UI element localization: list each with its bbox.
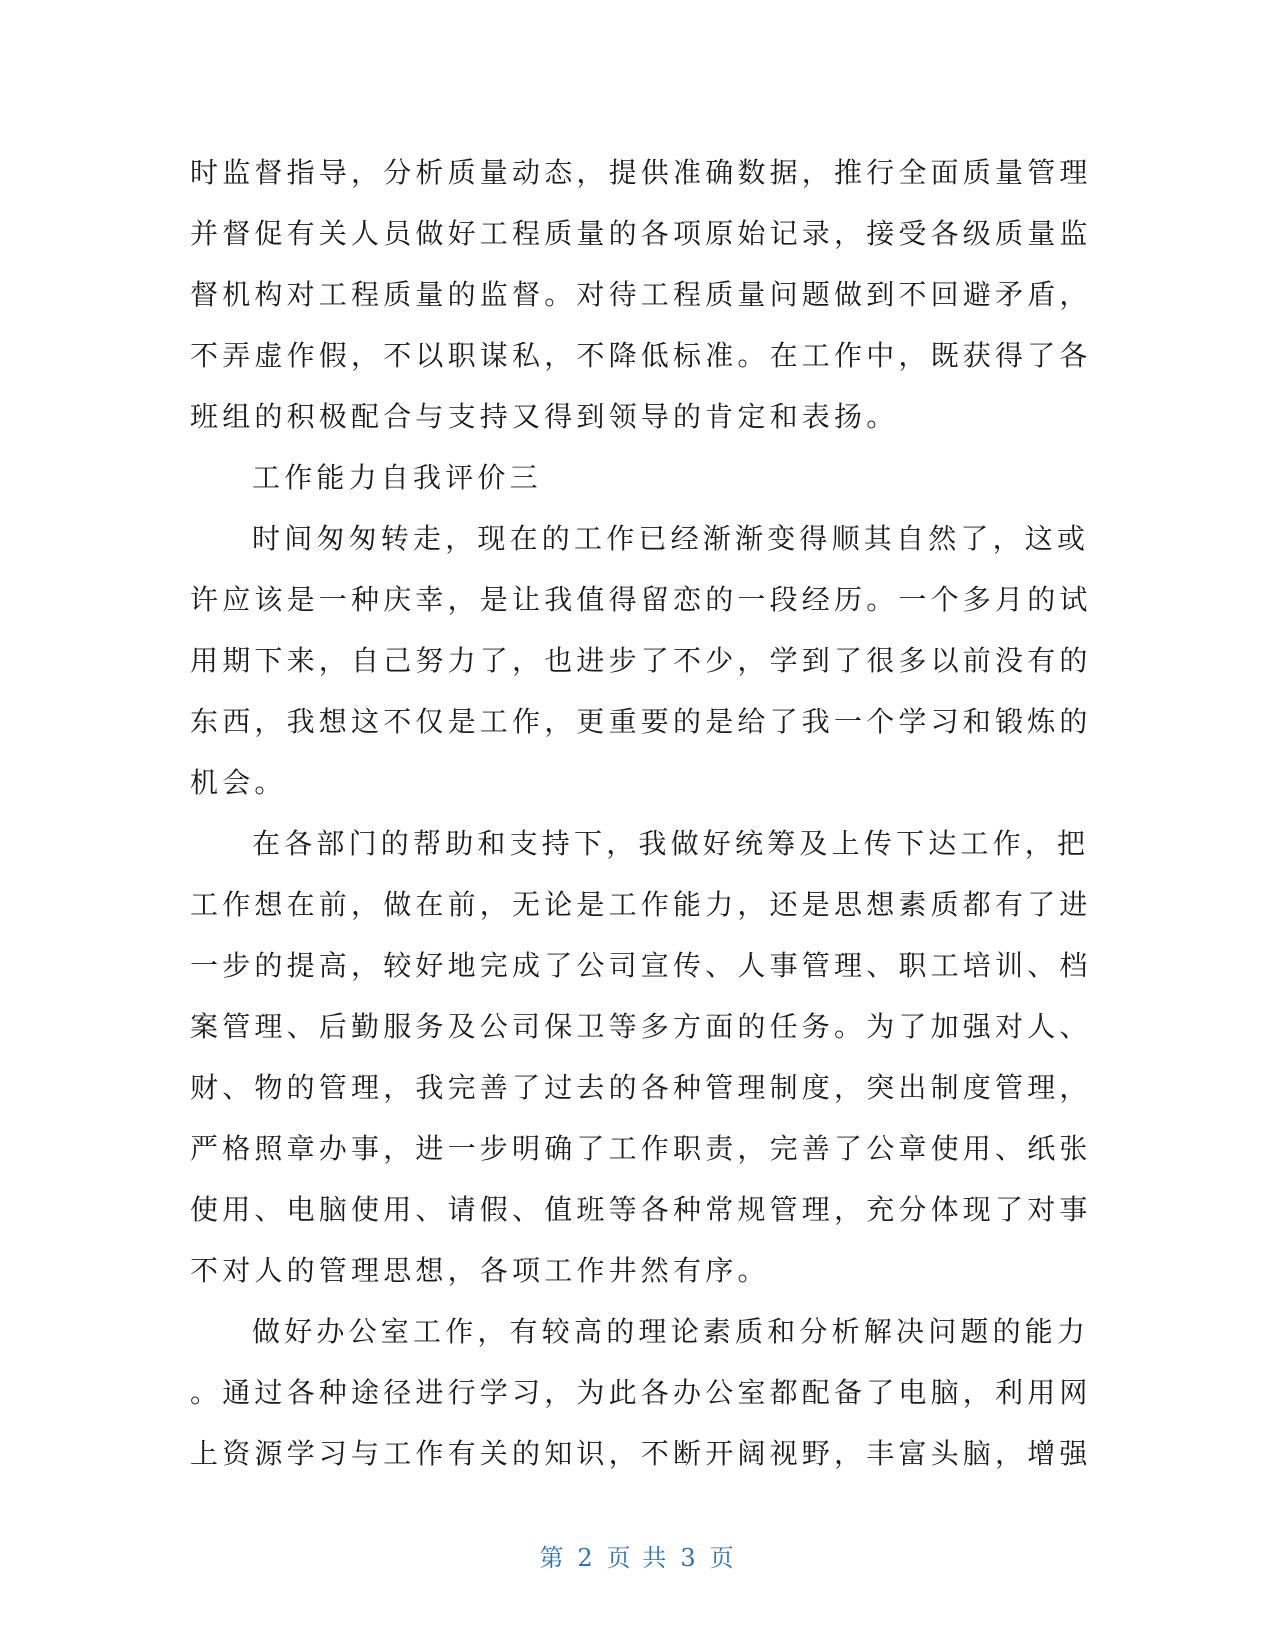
- footer-middle: 页 共: [606, 1544, 669, 1572]
- text-line: 东西，我想这不仅是工作，更重要的是给了我一个学习和锻炼的: [190, 705, 1092, 738]
- text-line: 。通过各种途径进行学习，为此各办公室都配备了电脑，利用网: [190, 1376, 1092, 1409]
- text-line: 机会。: [190, 766, 287, 799]
- text-line: 并督促有关人员做好工程质量的各项原始记录，接受各级质量监: [190, 217, 1092, 250]
- text-line: 在各部门的帮助和支持下，我做好统筹及上传下达工作，把: [252, 827, 1090, 860]
- text-line: 督机构对工程质量的监督。对待工程质量问题做到不回避矛盾，: [190, 278, 1092, 311]
- text-line: 上资源学习与工作有关的知识，不断开阔视野，丰富头脑，增强: [190, 1437, 1092, 1470]
- footer-prefix: 第: [539, 1544, 566, 1572]
- footer-page-number: 2: [577, 1544, 595, 1572]
- text-line: 不对人的管理思想，各项工作井然有序。: [190, 1254, 770, 1287]
- text-line: 不弄虚作假，不以职谋私，不降低标准。在工作中，既获得了各: [190, 339, 1092, 372]
- text-line: 班组的积极配合与支持又得到领导的肯定和表扬。: [190, 400, 899, 433]
- text-line: 严格照章办事，进一步明确了工作职责，完善了公章使用、纸张: [190, 1132, 1092, 1165]
- text-line: 财、物的管理，我完善了过去的各种管理制度，突出制度管理，: [190, 1071, 1092, 1104]
- footer-total-pages: 3: [680, 1544, 698, 1572]
- text-line: 一步的提高，较好地完成了公司宣传、人事管理、职工培训、档: [190, 949, 1092, 982]
- text-line: 工作想在前，做在前，无论是工作能力，还是思想素质都有了进: [190, 888, 1092, 921]
- text-line: 许应该是一种庆幸，是让我值得留恋的一段经历。一个多月的试: [190, 583, 1092, 616]
- text-line: 时间匆匆转走，现在的工作已经渐渐变得顺其自然了，这或: [252, 522, 1090, 555]
- text-line: 做好办公室工作，有较高的理论素质和分析解决问题的能力: [252, 1315, 1090, 1348]
- text-line: 使用、电脑使用、请假、值班等各种常规管理，充分体现了对事: [190, 1193, 1092, 1226]
- document-body: [190, 142, 1092, 1484]
- text-line: 时监督指导，分析质量动态，提供准确数据，推行全面质量管理: [190, 156, 1092, 189]
- footer-suffix: 页: [709, 1544, 736, 1572]
- text-line: 案管理、后勤服务及公司保卫等多方面的任务。为了加强对人、: [190, 1010, 1092, 1043]
- page-footer: [0, 1538, 1275, 1573]
- text-line: 用期下来，自己努力了，也进步了不少，学到了很多以前没有的: [190, 644, 1092, 677]
- section-heading: 工作能力自我评价三: [252, 461, 542, 494]
